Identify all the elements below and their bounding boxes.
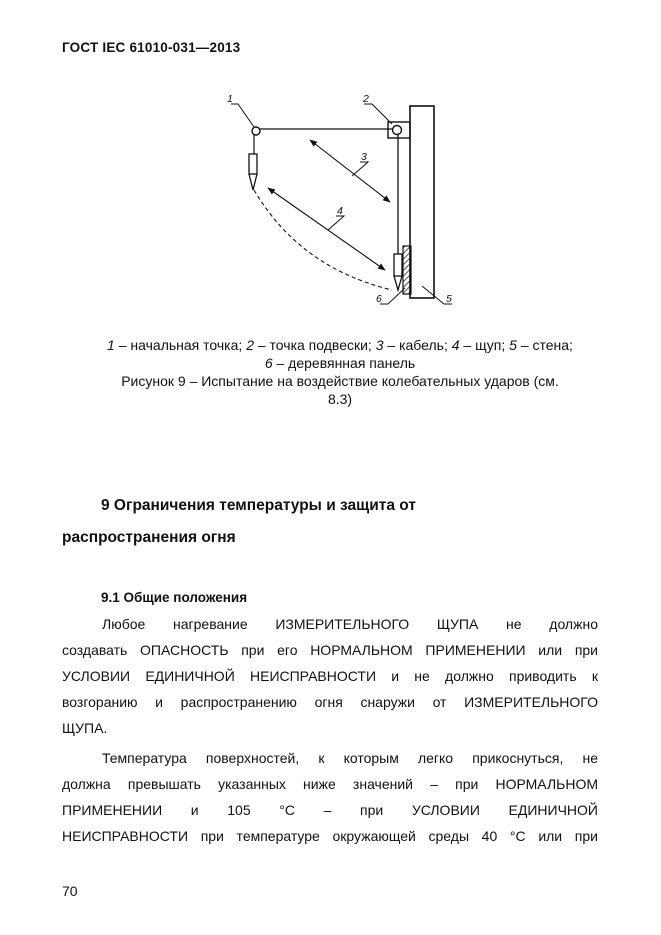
page-number: 70 [62, 883, 78, 899]
leader-2 [364, 104, 392, 124]
paragraph-1-line: УСЛОВИИ ЕДИНИЧНОЙ НЕИСПРАВНОСТИ и не должно приводить к [62, 668, 598, 684]
paragraph-1-line: Любое нагревание ИЗМЕРИТЕЛЬНОГО ЩУПА не должно [102, 616, 598, 632]
wall [410, 106, 434, 298]
wooden-panel [403, 246, 411, 294]
figure-caption-line-2: 8.3) [327, 391, 353, 407]
paragraph-2-line: Температура поверхностей, к которым легко прикоснуться, не [102, 750, 598, 766]
leader-6 [380, 288, 405, 304]
paragraph-1-line: ЩУПА. [62, 720, 108, 736]
probe-end [394, 254, 402, 276]
leader-4 [328, 216, 344, 230]
suspension-bracket [388, 122, 410, 138]
leader-1 [231, 104, 254, 127]
section-9-title-line-1: 9 Ограничения температуры и защита от [101, 497, 416, 514]
section-9-title-line-2: распространения огня [62, 529, 236, 546]
figure-caption-line-1: Рисунок 9 – Испытание на воздействие колебательных ударов (см. [121, 373, 559, 389]
figure-label-2: 2 [363, 93, 369, 105]
figure-label-4: 4 [337, 205, 343, 217]
figure-label-5: 5 [446, 293, 452, 305]
arrow-probe [268, 188, 385, 270]
figure-legend [70, 336, 610, 408]
paragraph-2 [62, 745, 598, 849]
figure-label-6: 6 [376, 293, 382, 305]
section-9-1-title: 9.1 Общие положения [101, 590, 248, 605]
starting-point [252, 127, 260, 135]
figure-label-1: 1 [227, 93, 233, 105]
document-header: ГОСТ IEC 61010-031—2013 [62, 40, 241, 55]
leader-3 [352, 162, 368, 176]
paragraph-2-line: НЕИСПРАВНОСТИ при температуре окружающей среды 40 °С или при [62, 828, 598, 844]
figure-label-3: 3 [361, 151, 367, 163]
figure-legend-line-2: 6 – деревянная панель [264, 355, 416, 371]
suspension-point [393, 126, 402, 135]
paragraph-1 [62, 611, 598, 741]
swing-trajectory [254, 190, 392, 290]
paragraph-1-line: возгоранию и распространению огня снаружи от ИЗМЕРИТЕЛЬНОГО [62, 694, 598, 710]
arrow-cable [310, 140, 390, 202]
probe-end-tip [394, 276, 402, 290]
paragraph-2-line: ПРИМЕНЕНИИ и 105 °С – при УСЛОВИИ ЕДИНИЧНОЙ [62, 802, 598, 818]
figure-legend-line-1: 1 – начальная точка; 2 – точка подвески; 3 – кабель; 4 – щуп; 5 – стена; [107, 337, 573, 353]
probe-start-tip [249, 174, 257, 190]
paragraph-1-line: создавать ОПАСНОСТЬ при его НОРМАЛЬНОМ ПРИМЕНЕНИИ или при [62, 642, 598, 658]
probe-start [249, 154, 257, 174]
paragraph-2-line: должна превышать указанных ниже значений – при НОРМАЛЬНОМ [62, 776, 598, 792]
